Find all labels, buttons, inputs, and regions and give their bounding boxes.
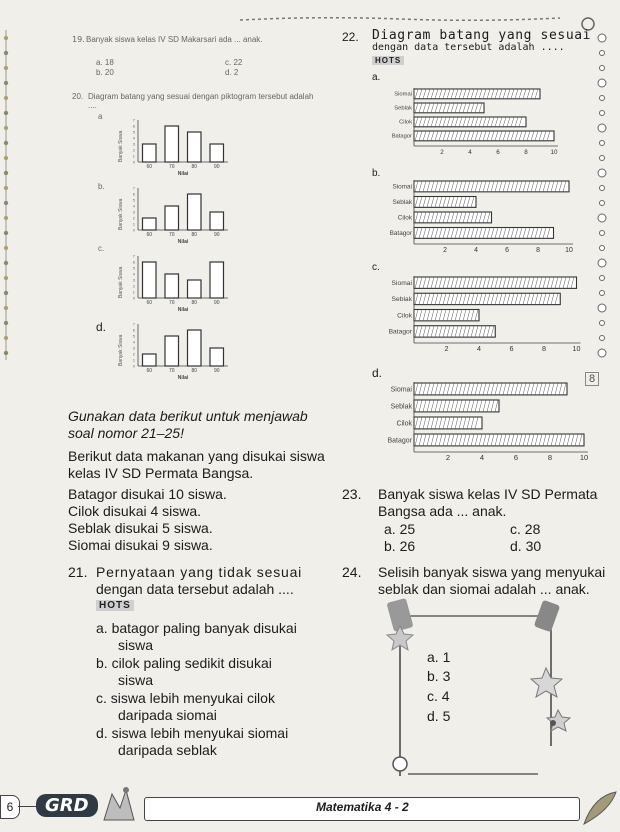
border-dot [4,291,8,295]
q22-option-d-label: d. [372,366,383,380]
x-tick-label: 6 [496,149,500,156]
data-cilok: Cilok disukai 4 siswa. [68,503,202,519]
x-tick-label: 10 [550,149,558,156]
border-dot [598,79,606,87]
category-label: Seblak [391,296,412,304]
y-axis-label: Banyak Siswa [118,198,124,230]
y-tick-label: 1 [132,357,135,363]
q23-option-a: a. 25 [384,521,416,537]
x-tick-label: 80 [191,232,198,238]
x-axis-label: Nilai [177,307,189,313]
x-tick-label: 60 [146,368,153,374]
border-dot [600,66,605,71]
border-dot [4,171,8,175]
q23-number: 23. [342,486,362,502]
y-tick-label: 3 [132,345,135,351]
border-dot [4,156,8,160]
x-tick-label: 10 [565,247,573,254]
y-tick-label: 5 [132,129,135,135]
y-tick-label: 3 [132,209,135,215]
x-tick-label: 60 [146,300,153,306]
category-label: Siomai [391,279,412,287]
y-tick-label: 0 [132,363,135,369]
border-dot [4,306,8,310]
category-label: Cilok [397,214,412,222]
q19-number: 19. [72,35,85,44]
border-dot [4,36,8,40]
y-tick-label: 0 [132,227,135,233]
y-tick-label: 7 [132,117,135,123]
y-tick-label: 7 [132,321,135,327]
bar [143,262,157,298]
y-tick-label: 2 [132,147,135,153]
footer-subject: Matematika 4 - 2 [316,800,409,814]
bar [165,336,179,366]
y-axis-label: Banyak Siswa [118,130,124,162]
x-axis-label: Nilai [177,171,189,177]
q22-number: 22. [342,30,359,44]
q21-option-c-cont: daripada siomai [118,707,217,723]
border-dot [598,349,606,357]
q24-option-a: a. 1 [427,649,451,665]
left-border-decoration [0,30,40,360]
border-dot [4,261,8,265]
x-tick-label: 90 [213,300,220,306]
x-tick-label: 60 [146,164,153,170]
x-tick-label: 4 [474,247,478,254]
x-tick-label: 90 [213,232,220,238]
border-dot [4,81,8,85]
y-tick-label: 1 [132,221,135,227]
q19-option-b: b. 20 [96,68,114,77]
bar [188,194,202,230]
q22-text-line2: dengan data tersebut adalah .... [372,42,565,53]
y-tick-label: 4 [132,203,135,209]
y-tick-label: 2 [132,215,135,221]
q24-number: 24. [342,564,362,580]
y-tick-label: 6 [132,191,135,197]
q20-option-c-label: c. [98,244,105,253]
x-tick-label: 70 [168,164,175,170]
y-tick-label: 0 [132,295,135,301]
q22-option-a-label: a. [372,72,381,83]
x-tick-label: 2 [444,344,449,353]
intro-line3: Berikut data makanan yang disukai siswa [68,448,325,464]
y-axis-label: Banyak Siswa [118,334,124,366]
q21-option-a-cont: siswa [118,637,154,653]
x-tick-label: 8 [536,247,540,254]
border-dot [600,231,605,236]
category-label: Siomai [392,183,412,191]
bar [414,89,540,99]
intro-line1: Gunakan data berikut untuk menjawab [68,408,308,424]
q20-number: 20. [72,92,84,101]
bar [210,144,224,162]
bar [414,417,482,429]
bar [165,206,179,230]
border-dot [600,186,605,191]
border-dot [4,231,8,235]
q22-chart-d [380,378,589,479]
border-dot [4,51,8,55]
bar [210,348,224,366]
x-tick-label: 70 [168,368,175,374]
x-tick-label: 6 [505,247,509,254]
border-dot [600,246,605,251]
q19-option-d: d. 2 [225,68,239,77]
x-tick-label: 2 [440,149,444,156]
border-dot [4,351,8,355]
q21-option-c: c. siswa lebih menyukai cilok [96,690,275,706]
q23-option-d: d. 30 [510,538,542,554]
q20-text: Diagram batang yang sesuai dengan piktogram tersebut adalah .... [88,92,314,110]
x-tick-label: 4 [477,344,481,353]
x-axis-label: Nilai [177,375,189,381]
category-label: Cilok [399,119,412,126]
bar [143,144,157,162]
data-seblak: Seblak disukai 5 siswa. [68,520,213,536]
x-tick-label: 10 [572,344,581,353]
x-tick-label: 8 [542,344,546,353]
q22-text-line1: Diagram batang yang sesuai [372,28,592,43]
bar [188,330,202,366]
q22-option-c-label: c. [372,262,380,273]
bar [414,117,526,127]
x-tick-label: 90 [213,164,220,170]
bar [414,383,567,395]
q23-line1: Banyak siswa kelas IV SD Permata [378,486,598,502]
mascot-icon [96,784,142,824]
x-tick-label: 8 [524,149,528,156]
bar [143,218,157,230]
bar [210,212,224,230]
bar [414,293,560,304]
border-dot [600,96,605,101]
q22-chart-c [380,272,580,369]
border-dot [4,201,8,205]
q20-chart-c [116,248,236,325]
bar [188,132,202,162]
page-marker: 8 [585,372,599,386]
y-tick-label: 5 [132,197,135,203]
category-label: Siomai [394,91,412,98]
q21-number: 21. [68,564,88,580]
category-label: Batagor [387,437,412,445]
q23-option-c: c. 28 [510,521,541,537]
y-tick-label: 1 [132,289,135,295]
y-tick-label: 2 [132,283,135,289]
q22-option-b-label: b. [372,168,381,179]
border-dot [598,259,606,267]
q24-line1: Selisih banyak siswa yang menyukai [378,564,606,580]
x-tick-label: 90 [213,368,220,374]
q21-option-b-cont: siswa [118,672,154,688]
border-dot [4,66,8,70]
border-dot [4,276,8,280]
x-tick-label: 4 [479,453,485,462]
right-border-decoration [590,30,618,370]
y-tick-label: 5 [132,333,135,339]
x-tick-label: 2 [445,453,451,462]
q19-option-c: c. 22 [225,58,243,67]
q24-option-c: c. 4 [427,688,450,704]
x-tick-label: 70 [168,232,175,238]
q21-option-b: b. cilok paling sedikit disukai [96,655,272,671]
q21-line2: dengan data tersebut adalah .... [96,581,294,597]
y-tick-label: 4 [132,135,135,141]
category-label: Batagor [389,230,412,238]
x-tick-label: 2 [443,247,447,254]
y-tick-label: 0 [132,159,135,165]
y-tick-label: 6 [132,259,135,265]
q21-option-d-cont: daripada seblak [118,742,217,758]
q20-option-a-label: a [98,112,103,121]
y-tick-label: 2 [132,351,135,357]
y-axis-label: Banyak Siswa [118,266,124,298]
q23-option-b: b. 26 [384,538,416,554]
q21-line1: Pernyataan yang tidak sesuai [96,564,303,580]
bar [165,126,179,162]
border-dot [600,156,605,161]
q24-option-d: d. 5 [427,708,451,724]
border-dot [600,321,605,326]
y-tick-label: 1 [132,153,135,159]
q21-option-d: d. siswa lebih menyukai siomai [96,725,289,741]
y-tick-label: 6 [132,327,135,333]
border-dot [598,214,606,222]
border-dot [4,96,8,100]
y-tick-label: 5 [132,265,135,271]
brand-logo: GRD [36,794,98,817]
border-dot [600,111,605,116]
q20-chart-d [116,316,236,411]
y-tick-label: 7 [132,253,135,259]
x-tick-label: 60 [146,232,153,238]
q23-line2: Bangsa ada ... anak. [378,503,507,519]
q24-line2: seblak dan siomai adalah ... anak. [378,581,590,597]
border-dot [600,336,605,341]
y-tick-label: 4 [132,271,135,277]
corner-decoration-icon [580,788,620,828]
border-dot [598,169,606,177]
q21-hots-badge: HOTS [96,600,134,611]
border-dot [598,304,606,312]
q21-option-a: a. batagor paling banyak disukai [96,620,297,636]
bar [414,326,495,337]
page-number: 6 [0,795,20,819]
q19-text: Banyak siswa kelas IV SD Makarsari ada ... anak. [86,35,263,44]
q20-chart-a [116,112,236,189]
y-tick-label: 6 [132,123,135,129]
bar [188,280,202,298]
q24-option-b: b. 3 [427,668,451,684]
x-tick-label: 4 [468,149,472,156]
border-dot [598,124,606,132]
data-batagor: Batagor disukai 10 siswa. [68,486,227,502]
bar [143,354,157,366]
x-tick-label: 6 [509,344,514,353]
q20-option-d-label: d. [96,320,107,334]
x-tick-label: 80 [191,300,198,306]
intro-line2: soal nomor 21–25! [68,425,184,441]
q22-chart-a [380,84,580,171]
x-tick-label: 80 [191,164,198,170]
category-label: Batagor [391,133,412,140]
q22-hots-badge: HOTS [372,56,404,65]
q22-chart-b [380,176,580,267]
category-label: Batagor [388,328,412,336]
border-dot [4,216,8,220]
x-axis-label: Nilai [177,239,189,245]
category-label: Seblak [394,105,412,112]
y-tick-label: 4 [132,339,135,345]
border-dot [4,321,8,325]
border-dot [4,111,8,115]
category-label: Seblak [392,199,412,207]
y-tick-label: 3 [132,277,135,283]
bar [414,131,554,141]
border-dot [600,141,605,146]
x-tick-label: 8 [547,453,553,462]
bar [414,310,479,321]
x-tick-label: 80 [191,368,198,374]
bar [210,262,224,298]
intro-line4: kelas IV SD Permata Bangsa. [68,465,254,481]
x-tick-label: 70 [168,300,175,306]
q19-option-a: a. 18 [96,58,114,67]
border-dot [600,291,605,296]
category-label: Cilok [397,312,412,320]
answer-card-decoration [388,598,588,788]
y-tick-label: 7 [132,185,135,191]
x-tick-label: 10 [579,453,589,462]
x-tick-label: 6 [513,453,519,462]
border-dot [600,51,605,56]
category-label: Seblak [390,403,412,411]
border-dot [4,126,8,130]
border-dot [600,276,605,281]
category-label: Cilok [396,420,412,428]
border-dot [4,141,8,145]
border-dot [4,186,8,190]
border-dot [4,246,8,250]
border-dot [598,34,606,42]
border-dot [4,336,8,340]
q20-chart-b [116,180,236,257]
y-tick-label: 3 [132,141,135,147]
border-dot [600,201,605,206]
bar [165,274,179,298]
category-label: Siomai [390,386,412,394]
data-siomai: Siomai disukai 9 siswa. [68,537,213,553]
q20-option-b-label: b. [98,182,105,191]
